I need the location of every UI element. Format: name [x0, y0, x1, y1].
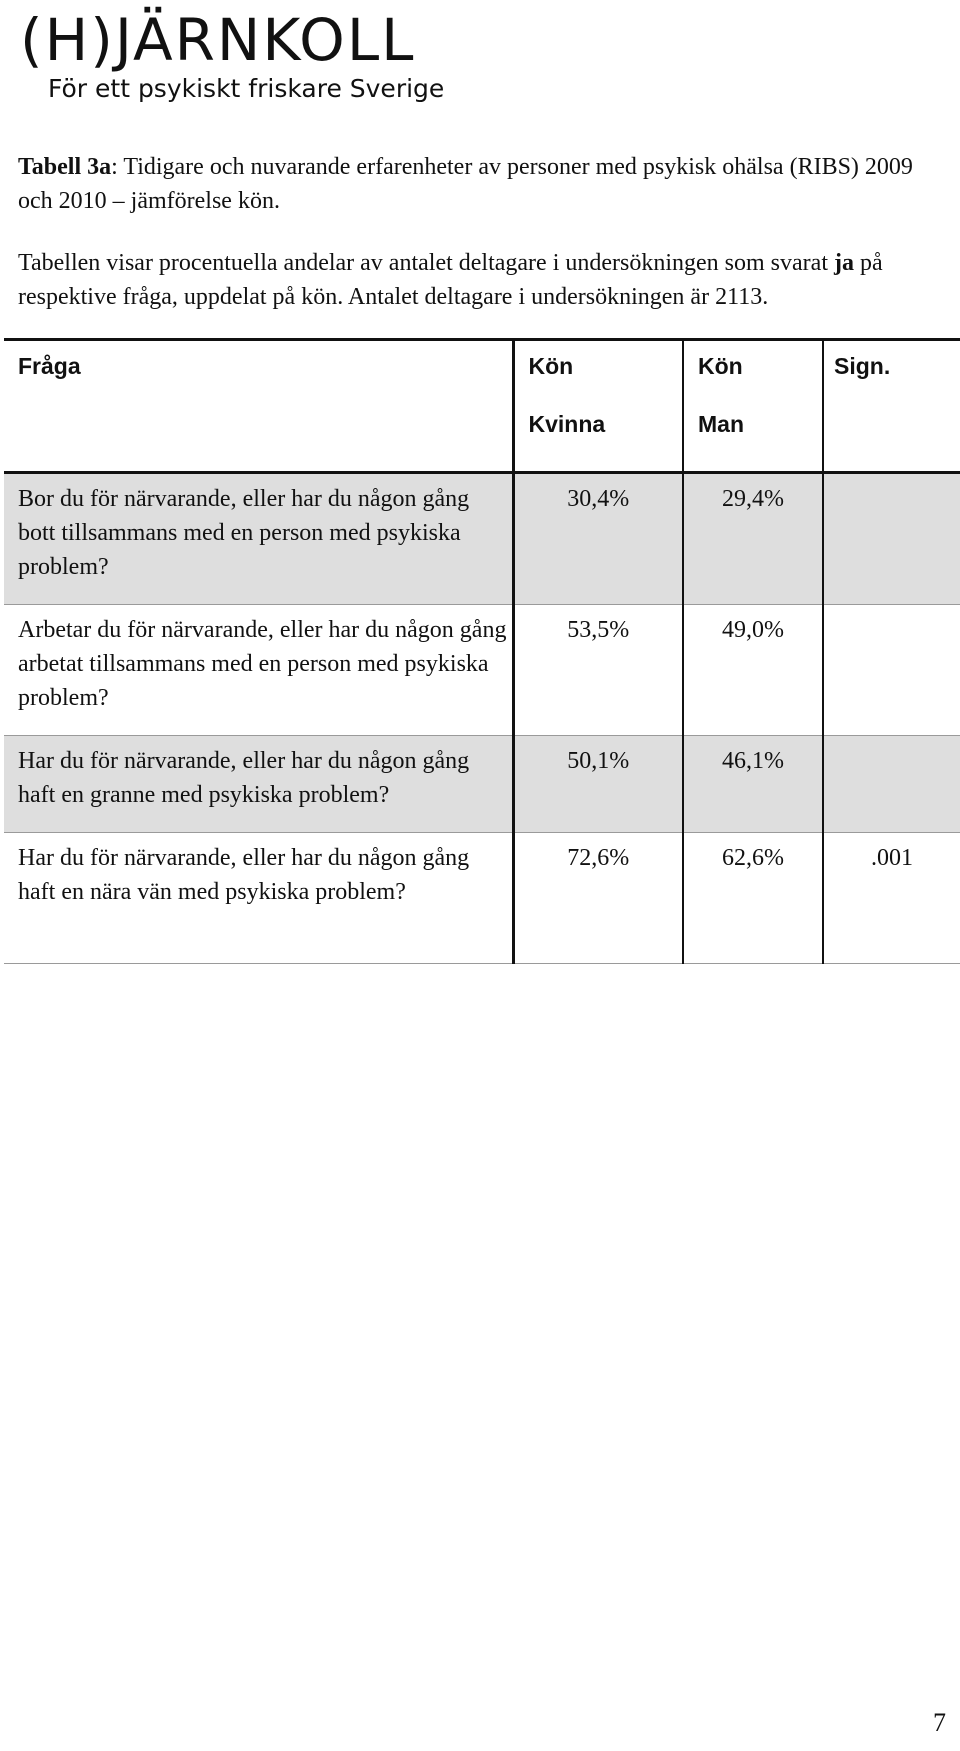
cell-sign: .001 [823, 833, 960, 964]
intro-text-after: på respektive fråga, uppdelat på kön. Antalet deltagare i undersökningen är 2113. [18, 250, 883, 310]
cell-female: 30,4% [513, 473, 683, 605]
header-male [683, 340, 823, 473]
table-caption [18, 150, 938, 218]
header-female [513, 340, 683, 473]
header-sign [823, 340, 960, 473]
cell-question: Har du för närvarande, eller har du någon gång haft en nära vän med psykiska problem? [4, 833, 513, 964]
table-row [4, 605, 960, 736]
header-male-sub: Man [698, 411, 744, 437]
table-header-row [4, 340, 960, 473]
header-question-label: Fråga [18, 353, 81, 379]
table-row [4, 833, 960, 964]
logo-title: (H)JÄRNKOLL [20, 6, 416, 74]
cell-sign [823, 605, 960, 736]
cell-female: 50,1% [513, 736, 683, 833]
intro-text-before: Tabellen visar procentuella andelar av antalet deltagare i undersökningen som svarat [18, 250, 834, 276]
results-table [4, 338, 960, 964]
cell-sign [823, 736, 960, 833]
intro-text-bold: ja [834, 250, 854, 276]
page-number: 7 [933, 1708, 946, 1737]
table-caption-text: : Tidigare och nuvarande erfarenheter av personer med psykisk ohälsa (RIBS) 2009 och 2010 – jämförelse kön. [18, 154, 913, 214]
cell-female: 72,6% [513, 833, 683, 964]
cell-question: Arbetar du för närvarande, eller har du någon gång arbetat tillsammans med en person med psykiska problem? [4, 605, 513, 736]
cell-male: 46,1% [683, 736, 823, 833]
table-row [4, 473, 960, 605]
logo-tagline: För ett psykiskt friskare Sverige [48, 74, 445, 103]
cell-male: 62,6% [683, 833, 823, 964]
cell-question: Bor du för närvarande, eller har du någon gång bott tillsammans med en person med psykiska problem? [4, 473, 513, 605]
logo [20, 8, 444, 104]
header-male-top: Kön [698, 353, 743, 379]
header-female-top: Kön [528, 353, 574, 379]
cell-question: Har du för närvarande, eller har du någon gång haft en granne med psykiska problem? [4, 736, 513, 833]
table-caption-label: Tabell 3a [18, 154, 112, 180]
cell-sign [823, 473, 960, 605]
header-female-sub: Kvinna [528, 411, 606, 437]
cell-male: 49,0% [683, 605, 823, 736]
header-question [4, 340, 513, 473]
cell-male: 29,4% [683, 473, 823, 605]
header-sign-label: Sign. [834, 353, 891, 379]
cell-female: 53,5% [513, 605, 683, 736]
intro-paragraph [18, 246, 948, 314]
table-row [4, 736, 960, 833]
